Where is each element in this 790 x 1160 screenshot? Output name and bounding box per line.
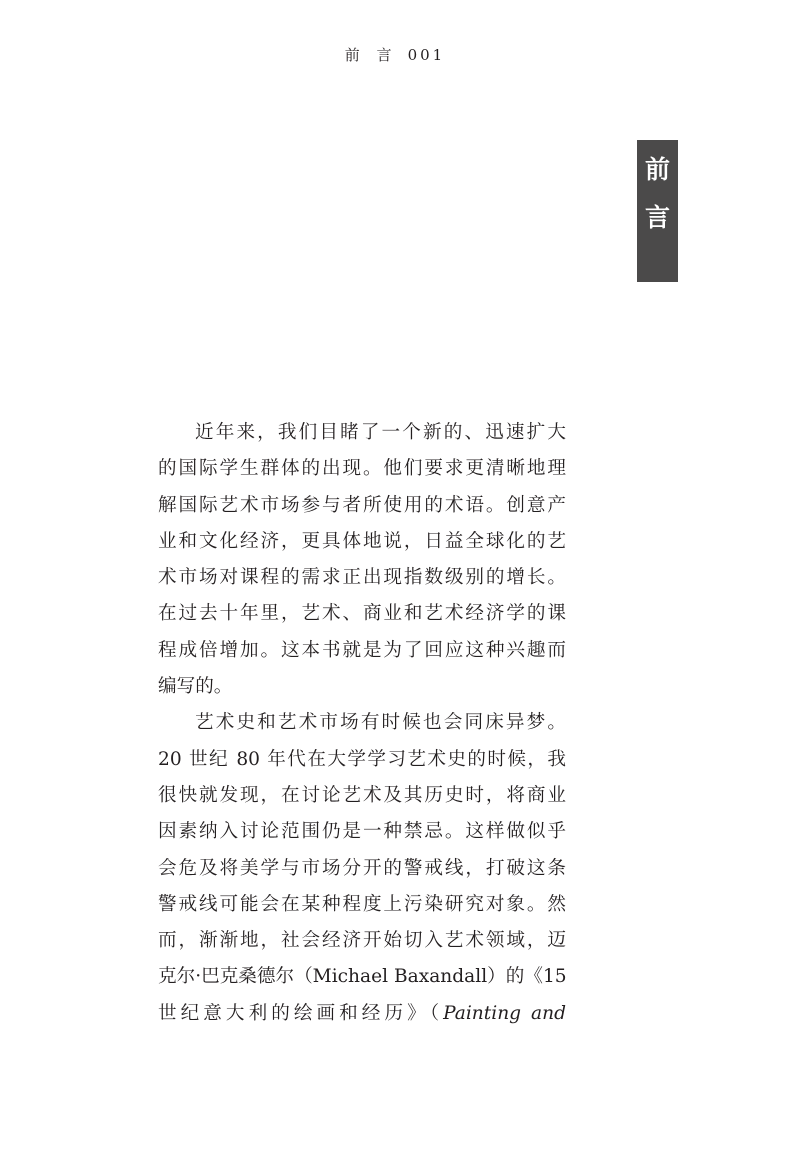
text-line: 警戒线可能会在某种程度上污染研究对象。然	[158, 893, 566, 915]
chapter-side-tab	[637, 140, 678, 282]
text-line: 因素纳入讨论范围仍是一种禁忌。这样做似乎	[158, 821, 566, 843]
running-head	[0, 44, 790, 65]
text-line: 在过去十年里，艺术、商业和艺术经济学的课	[158, 603, 566, 625]
page-number: 001	[407, 46, 446, 64]
text-line: 近年来，我们目睹了一个新的、迅速扩大	[195, 422, 566, 443]
text-line: 克尔·巴克桑德尔（Michael Baxandall）的《15	[158, 966, 567, 988]
text-line: 程成倍增加。这本书就是为了回应这种兴趣而	[158, 639, 566, 661]
text-line: 解国际艺术市场参与者所使用的术语。创意产	[158, 494, 566, 516]
running-head-title: 前 言	[344, 46, 398, 64]
text-line: 会危及将美学与市场分开的警戒线，打破这条	[158, 857, 566, 879]
text-line: 的国际学生群体的出现。他们要求更清晰地理	[158, 458, 566, 480]
italic-english-title: Painting and	[443, 1002, 566, 1024]
text-line: 艺术史和艺术市场有时候也会同床异梦。	[195, 712, 566, 734]
body-text	[158, 415, 566, 1032]
text-line: 术市场对课程的需求正出现指数级别的增长。	[158, 567, 566, 589]
side-tab-char: 言	[644, 203, 670, 232]
text-line: 很快就发现，在讨论艺术及其历史时，将商业	[158, 784, 566, 806]
book-title-text: 世纪意大利的绘画和经历》（	[158, 1002, 444, 1024]
text-line: 而，渐渐地，社会经济开始切入艺术领域，迈	[158, 930, 566, 952]
text-line-last	[158, 996, 566, 1032]
text-line: 业和文化经济，更具体地说，日益全球化的艺	[158, 530, 566, 552]
text-line: 编写的。	[158, 676, 233, 698]
text-line: 20 世纪 80 年代在大学学习艺术史的时候，我	[158, 748, 566, 770]
side-tab-char: 前	[644, 155, 670, 184]
